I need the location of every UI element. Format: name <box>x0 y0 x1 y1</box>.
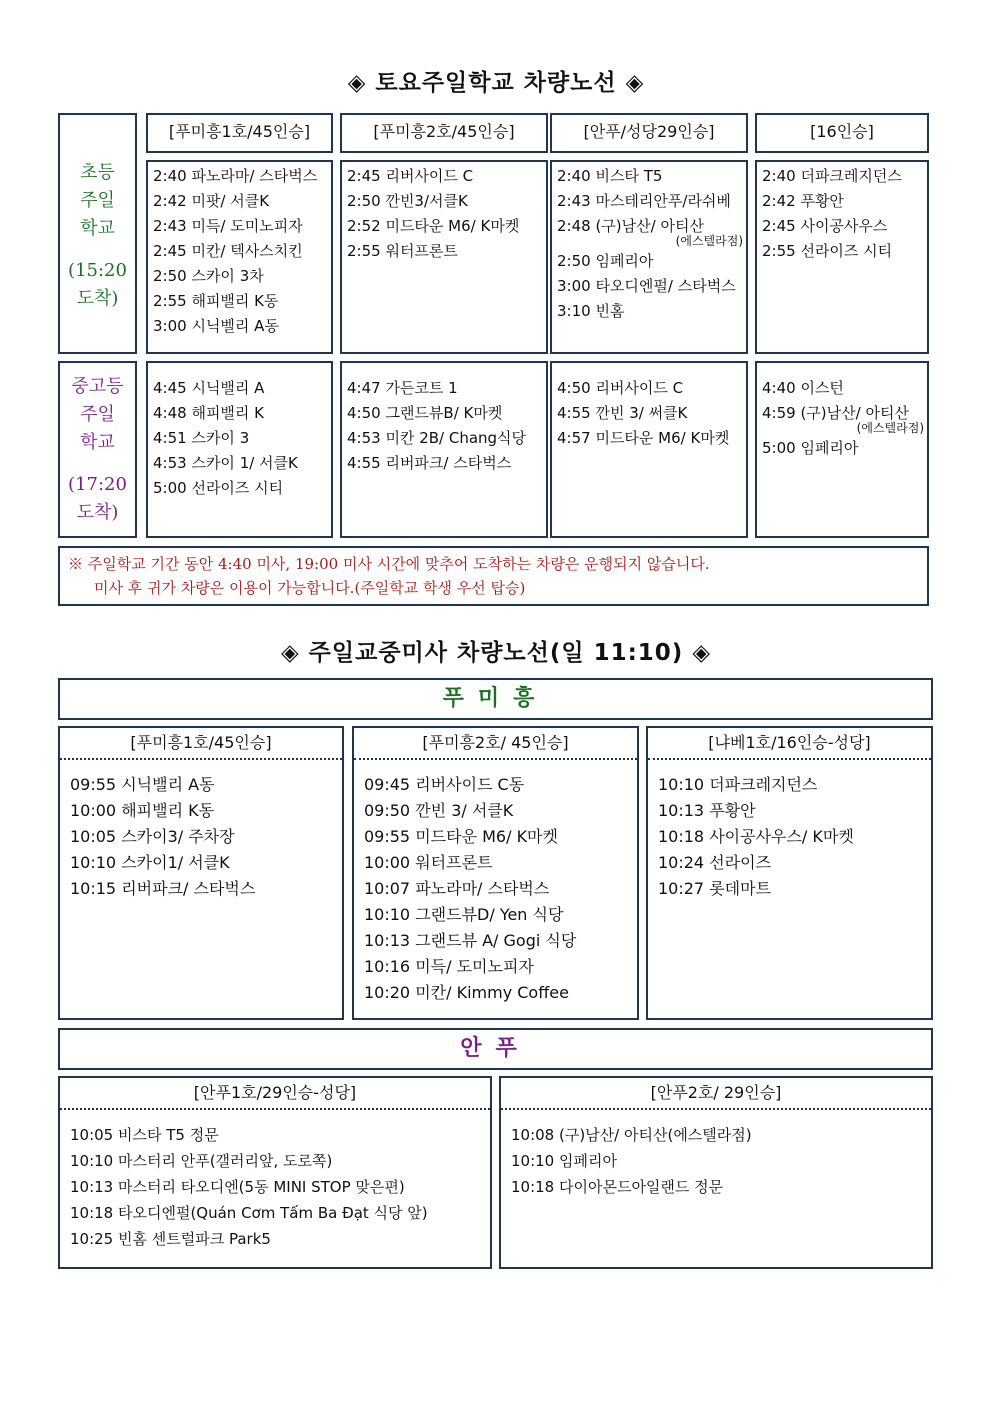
stop-item: 2:50 깐빈3/서클K <box>347 192 468 210</box>
phumihung-bus1-stops <box>60 760 342 902</box>
elementary-label-line: 도착) <box>76 288 119 309</box>
saturday-header-16: [16인승] <box>755 113 929 153</box>
phumihung-bus1-panel <box>58 726 344 1020</box>
nhabe-bus-panel <box>646 726 933 1020</box>
stop-item: 2:43 마스테리안푸/라쉬베 <box>557 192 731 210</box>
secondary-anphu-stops <box>550 361 748 538</box>
elementary-bus1-stops <box>146 160 333 354</box>
stop-item: 2:52 미드타운 M6/ K마켓 <box>347 217 520 235</box>
notice-line: ※ 주일학교 기간 동안 4:40 미사, 19:00 미사 시간에 맞추어 도착하는 차량은 운행되지 않습니다. <box>68 555 710 573</box>
stop-item: 10:10 그랜드뷰D/ Yen 식당 <box>364 905 564 924</box>
stop-item: 2:45 미칸/ 텍사스치킨 <box>153 242 303 260</box>
stop-item: 2:55 해피밸리 K동 <box>153 292 279 310</box>
stop-item: 4:53 스카이 1/ 서클K <box>153 454 298 472</box>
secondary-label-line: 도착) <box>76 502 119 523</box>
anphu-bus1-panel <box>58 1076 492 1269</box>
stop-item: 4:48 해피밸리 K <box>153 404 265 422</box>
phumihung-band: 푸미흥 <box>58 678 933 720</box>
stop-item: 4:59 (구)남산/ 아티산 <box>762 404 909 422</box>
elementary-bus2-stops <box>340 160 548 354</box>
saturday-header-bus2: [푸미흥2호/45인승] <box>340 113 548 153</box>
stop-item: 4:55 깐빈 3/ 써클K <box>557 404 688 422</box>
stop-item: 10:05 스카이3/ 주차장 <box>70 827 235 846</box>
stop-item: 4:47 가든코트 1 <box>347 379 458 397</box>
stop-item: 3:10 빈홈 <box>557 302 625 320</box>
phumihung-bus1-header: [푸미흥1호/45인승] <box>60 728 342 760</box>
stop-item: 2:42 미팟/ 서클K <box>153 192 270 210</box>
secondary-label-line: (17:20 <box>68 474 127 495</box>
elementary-16-stops <box>755 160 929 354</box>
stop-note: (에스텔라점) <box>675 234 743 248</box>
stop-item: 10:18 타오디엔펄(Quán Cơm Tấm Ba Đạt 식당 앞) <box>70 1204 428 1222</box>
stop-item: 10:07 파노라마/ 스타벅스 <box>364 879 550 898</box>
stop-item: 10:27 롯데마트 <box>658 879 772 898</box>
secondary-bus1-stops <box>146 361 333 538</box>
stop-item: 2:45 리버사이드 C <box>347 167 474 185</box>
secondary-label-line: 주일 <box>80 404 115 425</box>
stop-item: 2:40 비스타 T5 <box>557 167 663 185</box>
stop-item: 4:40 이스턴 <box>762 379 844 397</box>
stop-item: 2:45 사이공사우스 <box>762 217 888 235</box>
stop-item: 10:18 사이공사우스/ K마켓 <box>658 827 854 846</box>
stop-item: 10:05 비스타 T5 정문 <box>70 1126 219 1144</box>
stop-item: 10:15 리버파크/ 스타벅스 <box>70 879 256 898</box>
stop-item: 3:00 시닉벨리 A동 <box>153 317 279 335</box>
stop-item: 2:55 선라이즈 시티 <box>762 242 893 260</box>
stop-item: 10:10 스카이1/ 서클K <box>70 853 230 872</box>
saturday-title: ◈ 토요주일학교 차량노선 ◈ <box>347 70 645 96</box>
stop-note: (에스텔라점) <box>856 421 924 435</box>
stop-item: 5:00 선라이즈 시티 <box>153 479 284 497</box>
stop-item: 4:55 리버파크/ 스타벅스 <box>347 454 512 472</box>
stop-item: 09:55 시닉밸리 A동 <box>70 775 215 794</box>
nhabe-bus-stops <box>648 760 931 902</box>
elementary-label <box>58 113 137 354</box>
stop-item: 2:42 푸황안 <box>762 192 844 210</box>
stop-item: 10:10 마스터리 안푸(갤러리앞, 도로쪽) <box>70 1152 333 1170</box>
stop-item: 4:53 미칸 2B/ Chang식당 <box>347 429 527 447</box>
stop-item: 4:51 스카이 3 <box>153 429 250 447</box>
stop-item: 4:45 시닉밸리 A <box>153 379 265 397</box>
stop-item: 10:00 워터프론트 <box>364 853 493 872</box>
saturday-header-bus1: [푸미흥1호/45인승] <box>146 113 333 153</box>
stop-item: 10:10 임페리아 <box>511 1152 617 1170</box>
stop-item: 10:25 빈홈 센트럴파크 Park5 <box>70 1230 271 1248</box>
secondary-label-line: 학교 <box>80 432 115 453</box>
stop-item: 2:55 워터프론트 <box>347 242 458 260</box>
stop-item: 10:20 미칸/ Kimmy Coffee <box>364 983 569 1002</box>
secondary-16-stops <box>755 361 929 538</box>
phumihung-bus2-header: [푸미흥2호/ 45인승] <box>354 728 637 760</box>
stop-item: 10:08 (구)남산/ 아티산(에스텔라점) <box>511 1126 752 1144</box>
anphu-band: 안푸 <box>58 1028 933 1070</box>
stop-item: 2:50 스카이 3차 <box>153 267 264 285</box>
stop-item: 10:24 선라이즈 <box>658 853 772 872</box>
anphu-bus1-stops <box>60 1110 490 1252</box>
stop-item: 4:50 그랜드뷰B/ K마켓 <box>347 404 503 422</box>
stop-item: 10:16 미득/ 도미노피자 <box>364 957 534 976</box>
anphu-bus1-header: [안푸1호/29인승-성당] <box>60 1078 490 1110</box>
stop-item: 10:10 더파크레지던스 <box>658 775 818 794</box>
stop-item: 2:50 임페리아 <box>557 252 654 270</box>
stop-item: 4:57 미드타운 M6/ K마켓 <box>557 429 730 447</box>
phumihung-bus2-stops <box>354 760 637 1006</box>
stop-item: 09:50 깐빈 3/ 서클K <box>364 801 514 820</box>
stop-item: 10:00 해피밸리 K동 <box>70 801 215 820</box>
stop-item: 10:13 푸황안 <box>658 801 756 820</box>
stop-item: 10:13 마스터리 타오디엔(5동 MINI STOP 맞은편) <box>70 1178 405 1196</box>
stop-item: 4:50 리버사이드 C <box>557 379 684 397</box>
anphu-bus2-header: [안푸2호/ 29인승] <box>501 1078 931 1110</box>
stop-item: 2:48 (구)남산/ 아티산 <box>557 217 704 235</box>
stop-item: 2:43 미득/ 도미노피자 <box>153 217 303 235</box>
secondary-bus2-stops <box>340 361 548 538</box>
stop-item: 09:45 리버사이드 C동 <box>364 775 525 794</box>
stop-item: 2:40 파노라마/ 스타벅스 <box>153 167 318 185</box>
secondary-label-line: 중고등 <box>71 376 124 397</box>
stop-item: 10:18 다이아몬드아일랜드 정문 <box>511 1178 724 1196</box>
anphu-bus2-stops <box>501 1110 931 1200</box>
stop-item: 2:40 더파크레지던스 <box>762 167 902 185</box>
elementary-label-line: 초등 <box>80 162 115 183</box>
elementary-label-line: (15:20 <box>68 260 127 281</box>
anphu-bus2-panel <box>499 1076 933 1269</box>
saturday-header-anphu: [안푸/성당29인승] <box>550 113 748 153</box>
elementary-label-line: 학교 <box>80 218 115 239</box>
stop-item: 5:00 임페리아 <box>762 439 859 457</box>
notice-box <box>58 546 929 606</box>
secondary-label <box>58 361 137 538</box>
elementary-anphu-stops <box>550 160 748 354</box>
stop-item: 09:55 미드타운 M6/ K마켓 <box>364 827 558 846</box>
stop-item: 10:13 그랜드뷰 A/ Gogi 식당 <box>364 931 577 950</box>
stop-item: 3:00 타오디엔펄/ 스타벅스 <box>557 277 736 295</box>
nhabe-bus-header: [냐베1호/16인승-성당] <box>648 728 931 760</box>
sunday-title: ◈ 주일교중미사 차량노선(일 11:10) ◈ <box>280 640 712 666</box>
elementary-label-line: 주일 <box>80 190 115 211</box>
phumihung-bus2-panel <box>352 726 639 1020</box>
notice-line: 미사 후 귀가 차량은 이용이 가능합니다.(주일학교 학생 우선 탑승) <box>94 579 526 597</box>
